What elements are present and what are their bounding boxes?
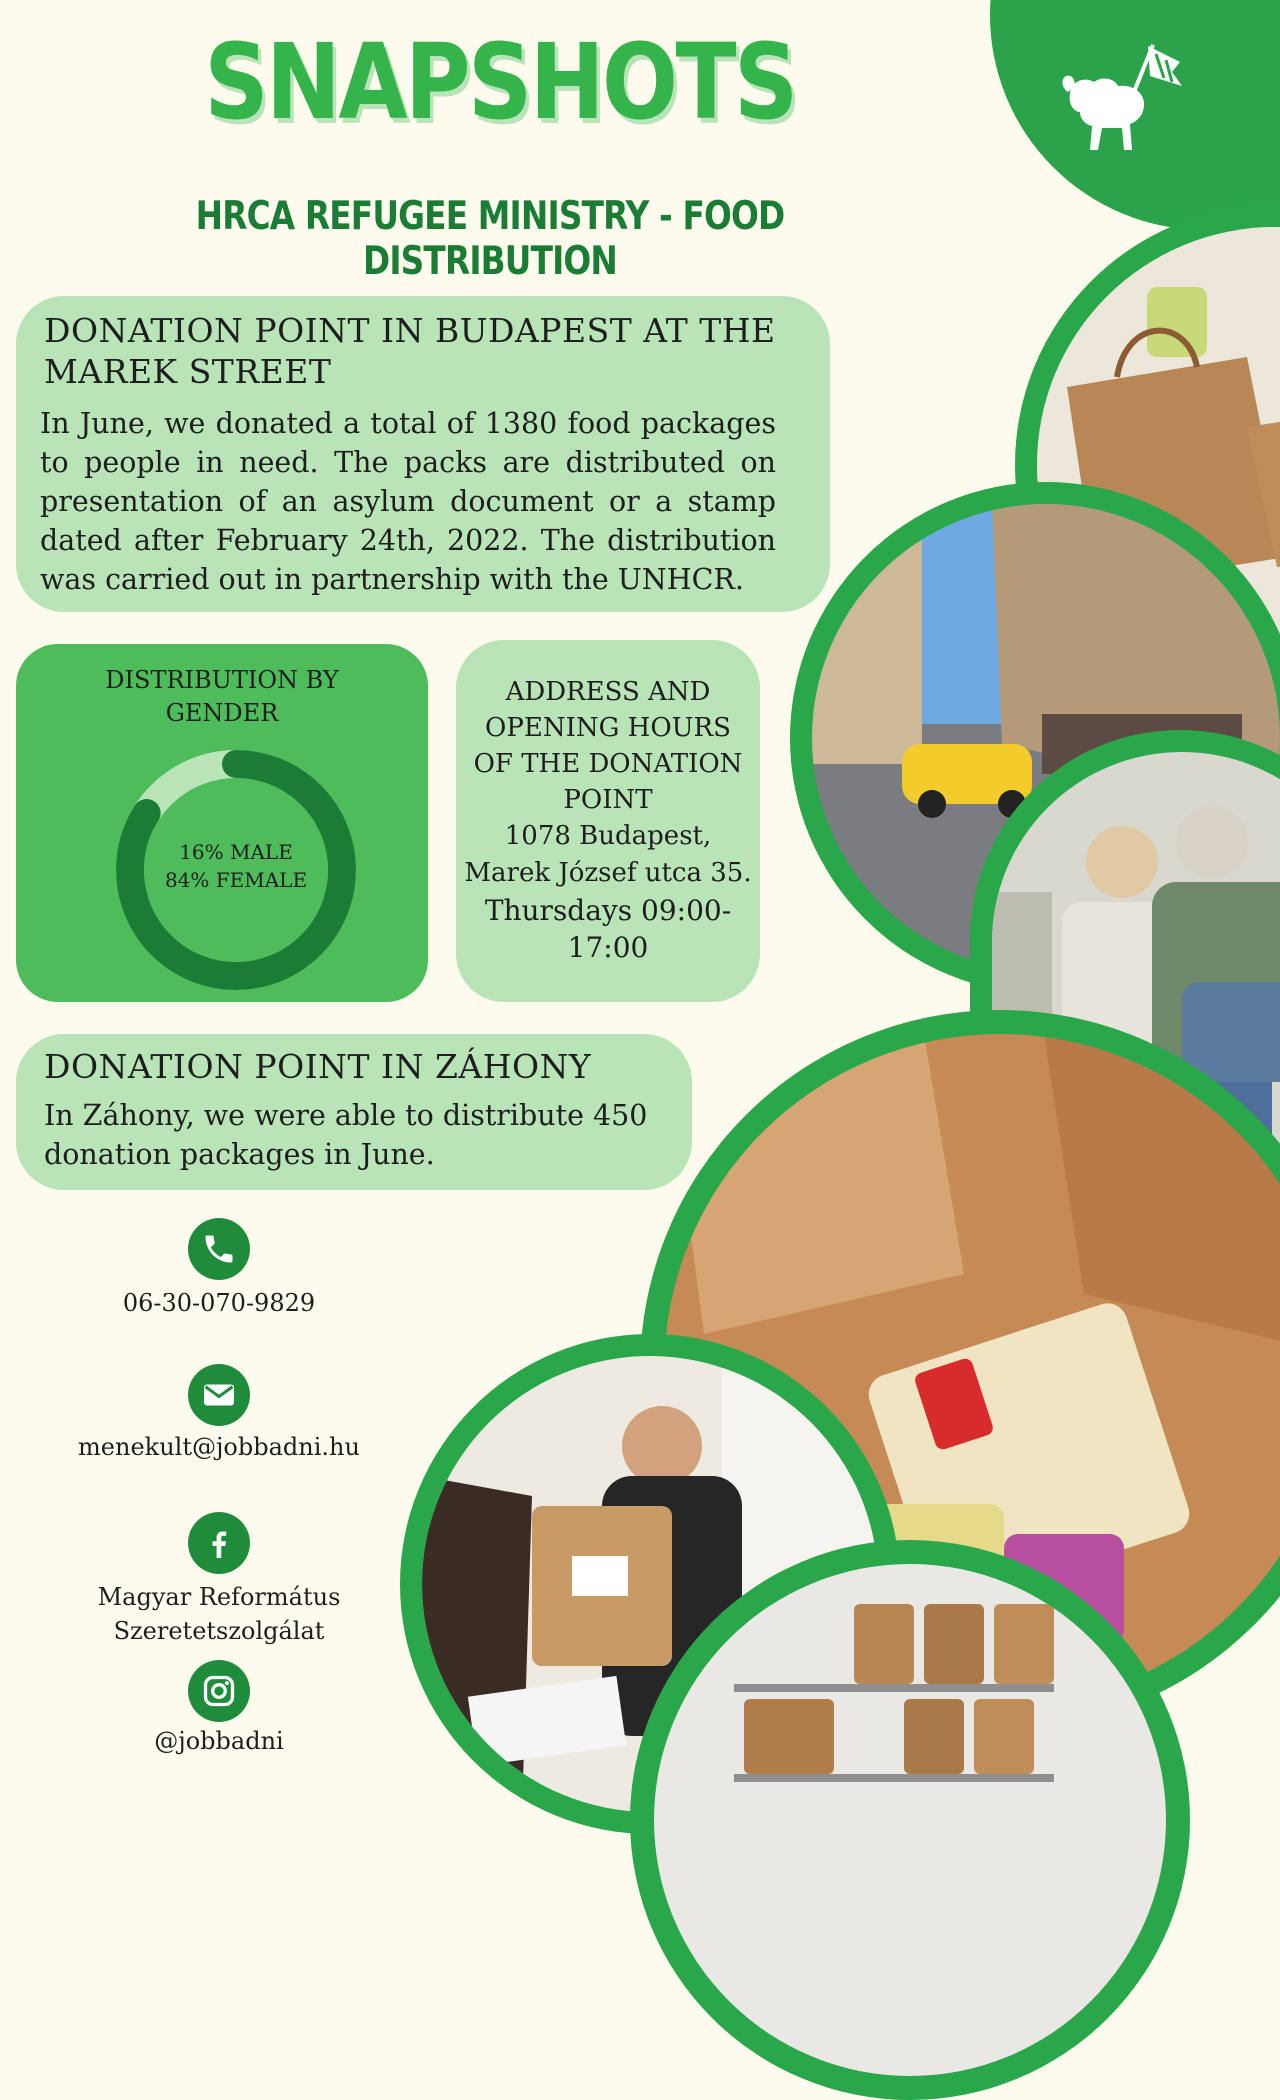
instagram-icon-badge[interactable]	[188, 1660, 250, 1722]
email-address[interactable]: menekult@jobbadni.hu	[78, 1433, 360, 1461]
phone-number[interactable]: 06-30-070-9829	[122, 1289, 316, 1317]
address-card	[456, 640, 760, 1002]
zahony-section	[16, 1034, 692, 1190]
photo-circle-shelves	[630, 1540, 1190, 2100]
page-title: SNAPSHOTS	[204, 21, 796, 143]
budapest-body: In June, we donated a total of 1380 food packages to people in need. The packs are distributed on presentation of an asylum document or a stamp dated after February 24th, 2022. The distribution was carried out in partnership with the UNHCR.	[40, 407, 776, 596]
zahony-body: In Záhony, we were able to distribute 450 donation packages in June.	[44, 1099, 648, 1171]
male-label: 16% MALE	[179, 840, 293, 864]
email-icon	[201, 1377, 237, 1413]
facebook-name-line-1[interactable]: Magyar Református	[97, 1583, 341, 1611]
facebook-icon-badge[interactable]	[188, 1512, 250, 1574]
zahony-heading: DONATION POINT IN ZÁHONY	[44, 1047, 592, 1086]
facebook-icon	[201, 1525, 237, 1561]
address-line-1: 1078 Budapest,	[504, 821, 712, 851]
gender-labels	[146, 838, 326, 894]
instagram-handle[interactable]: @jobbadni	[154, 1727, 284, 1755]
address-line-2: Marek József utca 35.	[464, 858, 752, 888]
female-label: 84% FEMALE	[164, 868, 308, 892]
phone-icon-badge[interactable]	[188, 1218, 250, 1280]
email-icon-badge[interactable]	[188, 1364, 250, 1426]
address-title: ADDRESS AND OPENING HOURS OF THE DONATION POINT	[473, 677, 743, 815]
hours-line-1: Thursdays 09:00-	[484, 894, 732, 927]
photo-packed-shelves	[654, 1564, 1166, 2076]
phone-icon	[201, 1231, 237, 1267]
gender-distribution-card	[16, 644, 428, 1002]
page-subtitle: HRCA REFUGEE MINISTRY - FOOD DISTRIBUTION	[195, 194, 785, 284]
facebook-name-line-2[interactable]: Szeretetszolgálat	[113, 1617, 325, 1645]
budapest-section	[16, 296, 830, 612]
instagram-icon	[201, 1673, 237, 1709]
gender-title: DISTRIBUTION BY GENDER	[105, 666, 339, 727]
hours-line-2: 17:00	[567, 931, 649, 964]
lamb-flag-logo-icon	[1040, 32, 1190, 172]
budapest-heading: DONATION POINT IN BUDAPEST AT THE MAREK STREET	[44, 311, 776, 391]
